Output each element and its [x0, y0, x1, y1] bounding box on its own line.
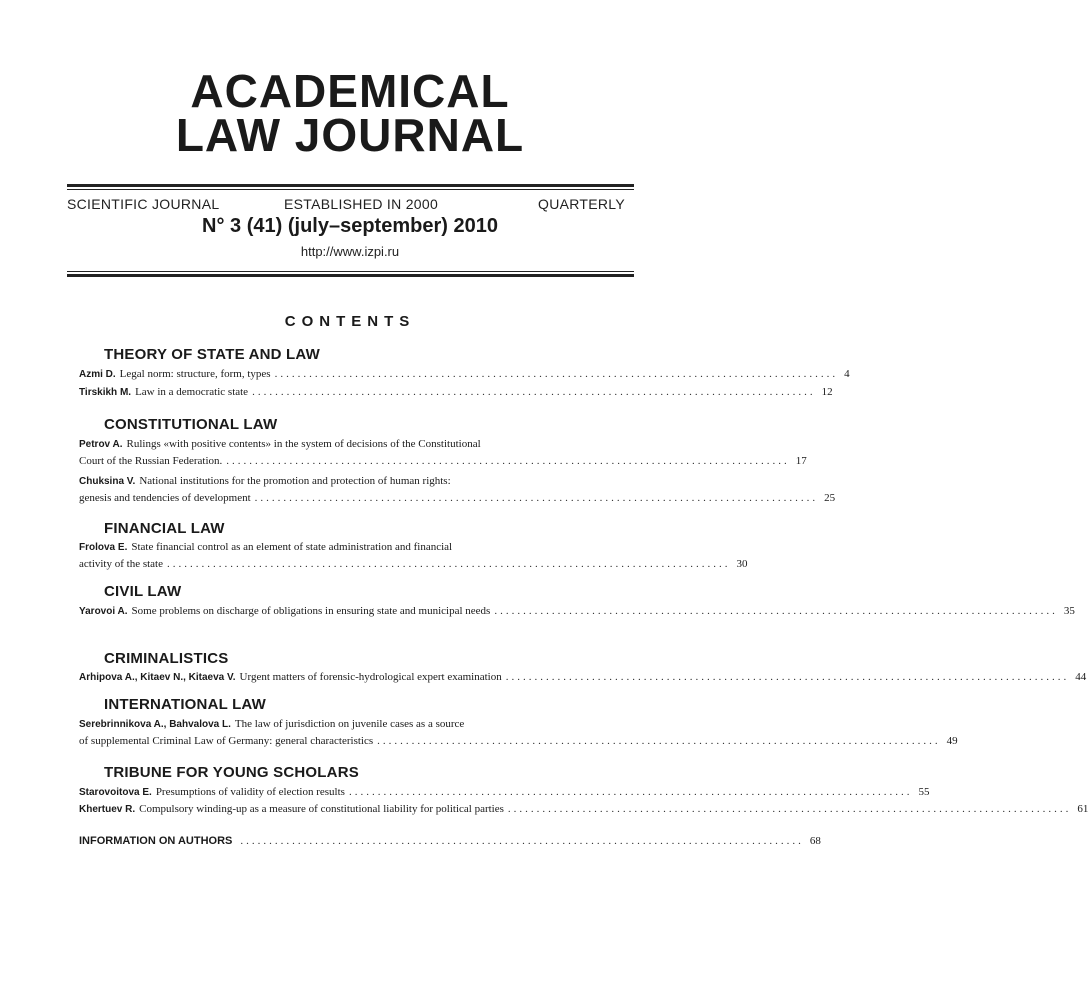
toc-entry-continuation[interactable] — [79, 490, 836, 507]
dot-leader: .................................................................................................. — [377, 735, 941, 747]
toc-entry-continuation[interactable] — [79, 556, 748, 573]
entry-title: of supplemental Criminal Law of Germany: general characteristics — [79, 735, 374, 747]
entry-page: 30 — [736, 558, 748, 570]
entry-author: Starovoitova E. — [79, 787, 152, 798]
entry-page: 61 — [1077, 803, 1088, 815]
entry-page: 49 — [946, 735, 958, 747]
entry-author: Arhipova A., Kitaev N., Kitaeva V. — [79, 672, 236, 683]
entry-title: State financial control as an element of state administration and financial — [131, 541, 453, 553]
section-heading: CIVIL LAW — [104, 583, 182, 600]
entry-page: 44 — [1075, 671, 1087, 683]
toc-entry[interactable] — [79, 473, 635, 490]
entry-page: 35 — [1063, 605, 1075, 617]
entry-author: Khertuev R. — [79, 804, 136, 815]
entry-title: Rulings «with positive contents» in the system of decisions of the Constitutional — [126, 438, 481, 450]
entry-author: Serebrinnikova A., Bahvalova L. — [79, 719, 231, 730]
dot-leader: .................................................................................................. — [505, 671, 1070, 683]
toc-entry[interactable] — [79, 539, 635, 556]
section-heading: TRIBUNE FOR YOUNG SCHOLARS — [104, 764, 359, 781]
entry-title: National institutions for the promotion and protection of human rights: — [139, 475, 451, 487]
dot-leader: .................................................................................................. — [226, 455, 790, 467]
toc-entry[interactable] — [79, 603, 1075, 620]
entry-page: 68 — [809, 835, 821, 847]
toc-entry-continuation[interactable] — [79, 453, 807, 470]
toc-entry-continuation[interactable] — [79, 733, 958, 750]
journal-type: SCIENTIFIC JOURNAL — [67, 196, 220, 212]
entry-title: Law in a democratic state — [135, 386, 249, 398]
entry-title: Presumptions of validity of election results — [155, 786, 345, 798]
entry-page: 17 — [795, 455, 807, 467]
bottom-rule-thin — [67, 271, 634, 272]
journal-title-line-1: ACADEMICAL — [190, 65, 510, 117]
entry-author: Frolova E. — [79, 542, 128, 553]
section-heading: FINANCIAL LAW — [104, 520, 225, 537]
dot-leader: .................................................................................................. — [348, 786, 913, 798]
toc-entry[interactable] — [79, 716, 635, 733]
entry-title: genesis and tendencies of development — [79, 492, 251, 504]
entry-author: Azmi D. — [79, 369, 116, 380]
entry-title: Compulsory winding-up as a measure of constitutional liability for political parties — [139, 803, 504, 815]
entry-author: Yarovoi A. — [79, 606, 128, 617]
section-heading: CONSTITUTIONAL LAW — [104, 416, 278, 433]
journal-url[interactable]: http://www.izpi.ru — [300, 244, 400, 259]
established-year: ESTABLISHED IN 2000 — [284, 196, 439, 212]
bottom-rule-thick — [67, 274, 634, 277]
entry-author: Petrov A. — [79, 439, 123, 450]
dot-leader: .................................................................................................. — [240, 835, 804, 847]
dot-leader: .................................................................................................. — [167, 558, 731, 570]
top-rule-thick — [67, 184, 634, 187]
section-heading: THEORY OF STATE AND LAW — [104, 346, 320, 363]
toc-entry[interactable] — [79, 801, 1088, 818]
entry-page: 25 — [824, 492, 836, 504]
section-heading: INTERNATIONAL LAW — [104, 696, 266, 713]
toc-entry-authors-info[interactable] — [79, 833, 821, 850]
toc-entry[interactable] — [79, 669, 1087, 686]
toc-entry[interactable] — [79, 436, 635, 453]
issue-number: N° 3 (41) (july–september) 2010 — [202, 215, 498, 237]
entry-title: Legal norm: structure, form, types — [119, 368, 271, 380]
section-heading: CRIMINALISTICS — [104, 650, 229, 667]
dot-leader: .................................................................................................. — [507, 803, 1072, 815]
journal-title-line-2: LAW JOURNAL — [175, 109, 525, 161]
dot-leader: .................................................................................................. — [252, 386, 816, 398]
entry-title: activity of the state — [79, 558, 163, 570]
publication-frequency: QUARTERLY — [538, 196, 625, 212]
contents-heading: CONTENTS — [284, 313, 416, 330]
dot-leader: .................................................................................................. — [254, 492, 819, 504]
toc-entry[interactable] — [79, 384, 833, 401]
entry-author: Chuksina V. — [79, 476, 136, 487]
dot-leader: .................................................................................................. — [274, 368, 839, 380]
toc-entry[interactable] — [79, 784, 930, 801]
entry-title: The law of jurisdiction on juvenile cases as a source — [234, 718, 465, 730]
entry-page: 12 — [821, 386, 833, 398]
toc-entry[interactable] — [79, 366, 850, 383]
top-rule-thin — [67, 189, 634, 190]
entry-title: Court of the Russian Federation. — [79, 455, 223, 467]
entry-page: 55 — [918, 786, 930, 798]
entry-title: Urgent matters of forensic-hydrological expert examination — [239, 671, 502, 683]
entry-page: 4 — [844, 368, 850, 380]
entry-title: Some problems on discharge of obligations in ensuring state and municipal needs — [131, 605, 491, 617]
entry-author: Tirskikh M. — [79, 387, 132, 398]
entry-label: INFORMATION ON AUTHORS — [79, 835, 233, 847]
dot-leader: .................................................................................................. — [494, 605, 1058, 617]
